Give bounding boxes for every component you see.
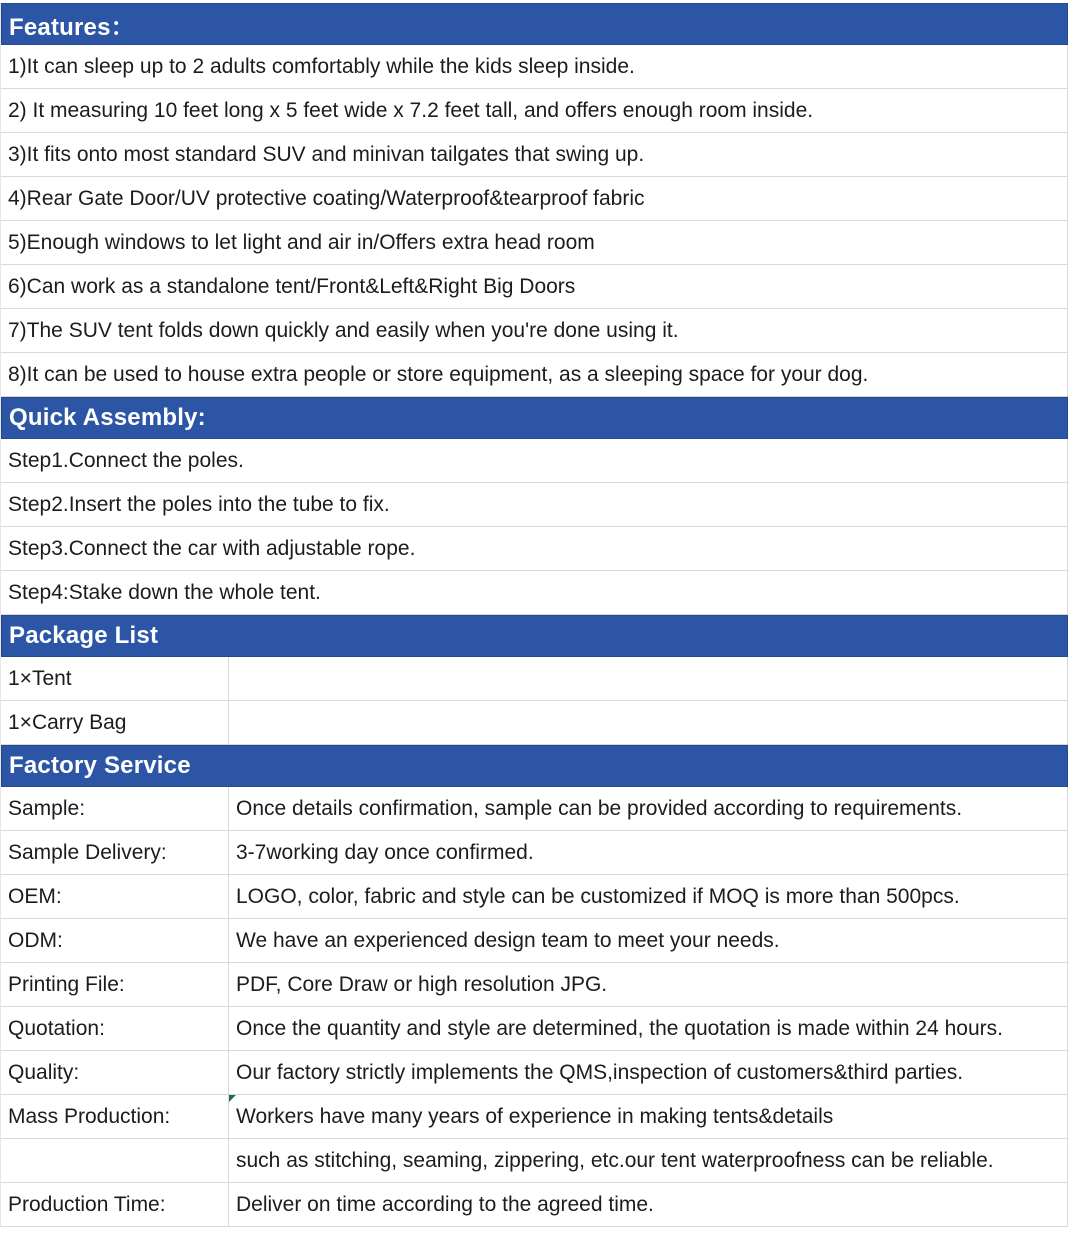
features-section [1,45,1068,397]
section-title-package-list: Package List [9,622,159,649]
assembly-step-row [1,571,1068,615]
feature-row [1,353,1068,397]
factory-service-text: PDF, Core Draw or high resolution JPG. [236,972,608,996]
factory-service-label: Quality: [1,1051,229,1094]
factory-service-row [1,919,1068,963]
feature-row [1,89,1068,133]
factory-service-value [229,875,1067,918]
factory-service-label: Sample Delivery: [1,831,229,874]
package-item-value [229,657,1067,700]
feature-row [1,133,1068,177]
factory-service-value [229,1183,1067,1226]
factory-service-label [1,1139,229,1182]
assembly-step-row [1,439,1068,483]
quick-assembly-section [1,439,1068,615]
feature-text: 1)It can sleep up to 2 adults comfortably while the kids sleep inside. [8,54,635,78]
factory-service-label: ODM: [1,919,229,962]
section-title-quick-assembly: Quick Assembly: [9,404,206,431]
section-header-package-list [1,615,1068,657]
note-marker-icon [229,1095,237,1102]
feature-text: 2) It measuring 10 feet long x 5 feet wide x 7.2 feet tall, and offers enough room inside. [8,98,814,122]
factory-service-section [1,787,1068,1227]
section-title-factory-service: Factory Service [9,752,191,779]
factory-service-text: Our factory strictly implements the QMS,inspection of customers&third parties. [236,1060,964,1084]
factory-service-label: Quotation: [1,1007,229,1050]
package-item-label: 1×Carry Bag [1,701,229,744]
factory-service-value [229,1007,1067,1050]
factory-service-row [1,831,1068,875]
feature-text: 8)It can be used to house extra people or store equipment, as a sleeping space for your dog. [8,362,869,386]
assembly-step-row [1,527,1068,571]
assembly-step-text: Step2.Insert the poles into the tube to fix. [8,492,390,516]
package-row [1,701,1068,745]
package-row [1,657,1068,701]
factory-service-value [229,787,1067,830]
factory-service-row [1,1139,1068,1183]
factory-service-row [1,1183,1068,1227]
factory-service-text: 3-7working day once confirmed. [236,840,534,864]
factory-service-label: Production Time: [1,1183,229,1226]
factory-service-row [1,1007,1068,1051]
factory-service-row [1,1095,1068,1139]
factory-service-text: Deliver on time according to the agreed time. [236,1192,654,1216]
factory-service-label: Printing File: [1,963,229,1006]
assembly-step-text: Step1.Connect the poles. [8,448,244,472]
factory-service-text: such as stitching, seaming, zippering, etc.our tent waterproofness can be reliable. [236,1148,994,1172]
feature-row [1,221,1068,265]
feature-text: 4)Rear Gate Door/UV protective coating/Waterproof&tearproof fabric [8,186,645,210]
factory-service-text: Once details confirmation, sample can be provided according to requirements. [236,796,963,820]
assembly-step-text: Step3.Connect the car with adjustable rope. [8,536,416,560]
feature-text: 7)The SUV tent folds down quickly and easily when you're done using it. [8,318,679,342]
feature-row [1,177,1068,221]
factory-service-value [229,1139,1067,1182]
factory-service-text: LOGO, color, fabric and style can be customized if MOQ is more than 500pcs. [236,884,960,908]
feature-row [1,265,1068,309]
feature-text: 3)It fits onto most standard SUV and minivan tailgates that swing up. [8,142,645,166]
feature-row [1,45,1068,89]
feature-row [1,309,1068,353]
feature-text: 5)Enough windows to let light and air in/Offers extra head room [8,230,595,254]
factory-service-value [229,963,1067,1006]
factory-service-text: We have an experienced design team to meet your needs. [236,928,780,952]
factory-service-row [1,963,1068,1007]
factory-service-label: Sample: [1,787,229,830]
factory-service-value [229,1095,1067,1138]
section-header-quick-assembly [1,397,1068,439]
factory-service-text: Workers have many years of experience in making tents&details [236,1104,834,1128]
package-item-value [229,701,1067,744]
factory-service-label: OEM: [1,875,229,918]
factory-service-row [1,875,1068,919]
package-item-label: 1×Tent [1,657,229,700]
product-description-table [0,3,1068,1227]
section-title-features: Features： [9,13,135,41]
assembly-step-row [1,483,1068,527]
section-header-factory-service [1,745,1068,787]
section-header-features [1,3,1068,45]
factory-service-label: Mass Production: [1,1095,229,1138]
factory-service-text: Once the quantity and style are determined, the quotation is made within 24 hours. [236,1016,1003,1040]
factory-service-row [1,787,1068,831]
factory-service-value [229,1051,1067,1094]
factory-service-value [229,919,1067,962]
factory-service-row [1,1051,1068,1095]
package-list-section [1,657,1068,745]
feature-text: 6)Can work as a standalone tent/Front&Left&Right Big Doors [8,274,576,298]
factory-service-value [229,831,1067,874]
assembly-step-text: Step4:Stake down the whole tent. [8,580,321,604]
